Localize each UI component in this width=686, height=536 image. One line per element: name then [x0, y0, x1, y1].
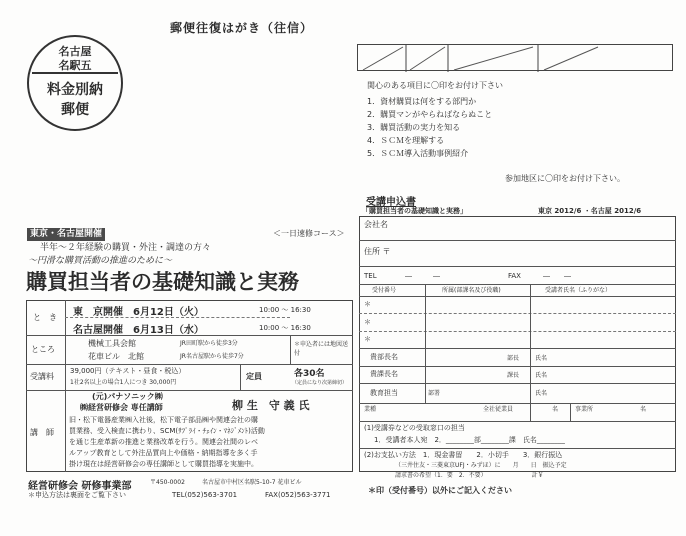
dept-label: 部署 — [428, 390, 441, 397]
office-unit: 名 — [640, 406, 647, 413]
application-schedule: 東京 2012/6 ・名古屋 2012/6 — [538, 207, 642, 215]
interest-item-2[interactable]: 2．購買マンがやらねばならぬこと — [367, 110, 493, 119]
apply-note: ＊申込方法は裏面をご覧下さい — [28, 491, 126, 499]
receipt-options[interactable]: 1．受講者本人宛 2．________部________課 氏名________ — [374, 436, 565, 444]
where-label: ところ — [31, 345, 55, 354]
bio-line-1: 旧・松下電器産業㈱入社後，松下電子部品㈱や関連会社の購 — [69, 416, 258, 424]
lecturer-org2: ㈱経営研修会 専任講師 — [80, 403, 163, 412]
venue-tokyo: 機械工具会館 — [88, 339, 136, 348]
name-label-1: 氏名 — [535, 355, 548, 362]
employees-unit: 名 — [552, 406, 559, 413]
fee-standard: 39,000円（テキスト・昼食・税込） — [70, 367, 186, 375]
interest-item-3[interactable]: 3．購買活動の実力を知る — [367, 123, 461, 132]
receipt-title: (1)受講券などの受取窓口の担当 — [364, 424, 465, 432]
venue-tokyo-access: JR田町駅から徒歩3分 — [180, 340, 238, 347]
postal-code-boxes[interactable] — [357, 44, 673, 71]
employees-label: 全社従業員 — [483, 406, 514, 413]
main-title: 購買担当者の基礎知識と実務 — [26, 270, 299, 294]
bio-line-5: 掛け現在は経営研修会の専任講師として購買指導を実施中。 — [69, 460, 258, 468]
nagoya-time: 10:00 ～ 16:30 — [259, 324, 311, 332]
application-course: 「購買担当者の基礎知識と実務」 — [362, 207, 467, 215]
subtitle: ～円滑な購買活動の推進のために～ — [28, 256, 173, 266]
fax-dashes: ― ― — [543, 272, 571, 280]
interest-item-1[interactable]: 1．資材購買は何をする部門か — [367, 97, 477, 106]
office-label: 事業所 — [575, 406, 594, 413]
organizer-tel[interactable]: TEL(052)563-3701 — [172, 491, 238, 499]
tokyo-date: 東 京開催 6月12日（火） — [73, 307, 204, 318]
target-audience: 半年～２年経験の購買・外注・調達の方々 — [40, 243, 212, 253]
fee-group: 1社2名以上の場合1人につき 30,000円 — [70, 379, 177, 386]
lecturer-org1: (元)パナソニック㈱ — [92, 392, 163, 401]
address-field[interactable]: 住所 〒 — [364, 247, 391, 256]
tel-field[interactable]: TEL — [364, 272, 377, 280]
bio-line-3: を通じ生産革新の推進と業務改革を行う。関連会社間のレベ — [69, 438, 258, 446]
organizer-address: 名古屋市中村区名駅5-10-7 花車ビル — [202, 479, 302, 486]
invoice-request[interactable]: 請求書の希望（1．要 2．不要） 計￥ — [395, 472, 544, 479]
interest-item-5[interactable]: 5．ＳＣＭ導入活動事例紹介 — [367, 149, 469, 158]
organizer-fax[interactable]: FAX(052)563-3771 — [265, 491, 331, 499]
bio-line-2: 買業務、受入検査に携わり、SCM(ｻﾌﾟﾗｲ・ﾁｪｲﾝ・ﾏﾈｼﾞﾒﾝﾄ)活動 — [69, 427, 265, 435]
lecturer-label: 講 師 — [30, 428, 54, 437]
tel-dashes: ― ― — [405, 272, 440, 280]
event-badge: 東京・名古屋開催 — [27, 228, 105, 241]
postcard-title: 郵便往復はがき（往信） — [170, 21, 314, 35]
col-department: 所属(部課名及び役職) — [442, 287, 501, 294]
application-form — [359, 216, 676, 472]
mark-2: ＊ — [364, 318, 371, 326]
industry-label: 業種 — [364, 406, 377, 413]
col-receipt-number: 受付番号 — [372, 287, 397, 294]
venue-nagoya: 花車ビル 北館 — [88, 352, 144, 361]
ka-label: 課長 — [507, 372, 520, 379]
lecturer-name: 柳 生 守 義 氏 — [232, 399, 310, 412]
interest-item-4[interactable]: 4．ＳＣＭを理解する — [367, 136, 445, 145]
nagoya-date: 名古屋開催 6月13日（水） — [73, 325, 204, 336]
col-attendee-name: 受講者氏名（ふりがな） — [545, 287, 612, 294]
fee-label: 受講料 — [30, 372, 54, 381]
capacity-label: 定員 — [246, 372, 262, 381]
mark-1: ＊ — [364, 300, 371, 308]
stamp-line3: 料金別納 — [47, 82, 103, 98]
training-staff-label: 教育担当 — [370, 389, 398, 397]
venue-nagoya-access: JR名古屋駅から徒歩7分 — [180, 353, 244, 360]
bu-label: 部長 — [507, 355, 520, 362]
region-note: 参加地区に〇印をお付け下さい。 — [505, 174, 625, 183]
map-note: ＊申込者には地図送付 — [294, 341, 349, 357]
organizer-postal: 〒450-0002 — [150, 479, 185, 486]
stamp-line4: 郵便 — [61, 102, 89, 118]
mark-3: ＊ — [364, 335, 371, 343]
footer-note: ＊印（受付番号）以外にご記入ください — [368, 486, 512, 495]
boss-director-label: 貴部長名 — [370, 353, 398, 361]
organizer-name: 経営研修会 研修事業部 — [28, 481, 132, 492]
capacity-note: （定員になり次第締切） — [292, 380, 348, 386]
name-label-2: 氏名 — [535, 372, 548, 379]
bio-line-4: ルアップ教育として外注品質向上や価格・納期指導を多く手 — [69, 449, 258, 457]
stamp-line2: 名駅五 — [58, 59, 92, 72]
fax-field[interactable]: FAX — [508, 272, 521, 280]
name-label-3: 氏名 — [535, 390, 548, 397]
when-label: と き — [33, 313, 57, 322]
tokyo-time: 10:00 ～ 16:30 — [259, 306, 311, 314]
company-field[interactable]: 会社名 — [364, 220, 388, 229]
stamp-line1: 名古屋 — [58, 45, 92, 58]
payment-title[interactable]: (2)お支払い方法 1．現金書留 2．小切手 3．銀行振込 — [364, 451, 563, 459]
application-heading: 受講申込書 — [366, 197, 416, 208]
interest-heading: 関心のある項目に〇印をお付け下さい — [367, 81, 503, 90]
payment-bank: （三井住友・三菱東京UFJ・みずほ）に 月 日 振込予定 — [395, 462, 567, 469]
postage-stamp — [27, 35, 123, 131]
boss-manager-label: 貴課長名 — [370, 370, 398, 378]
capacity-value: 各30名 — [294, 369, 325, 379]
course-type: ＜一日速修コース＞ — [273, 229, 345, 238]
